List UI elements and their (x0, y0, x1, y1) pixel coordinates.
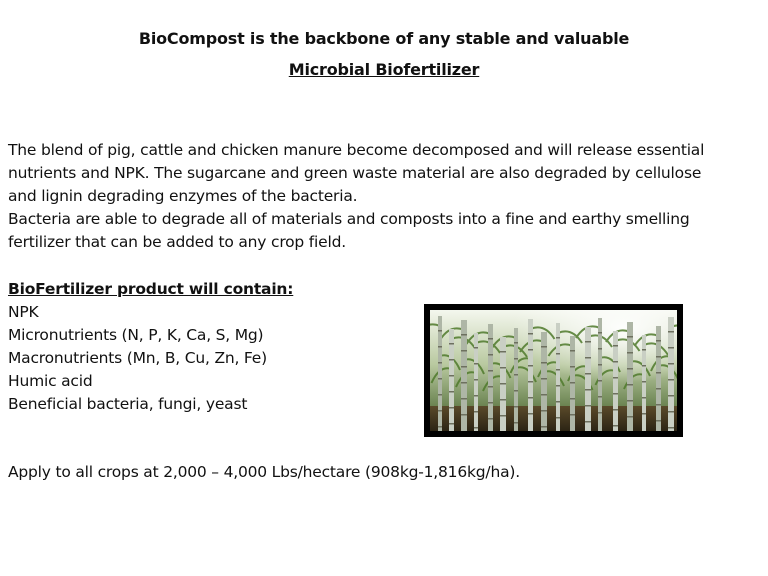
product-contents-list (8, 278, 293, 416)
list-item: NPK (8, 303, 39, 321)
paragraph-2-line: Bacteria are able to degrade all of materials and composts into a fine and earthy smelling (8, 210, 690, 228)
paragraph-2 (8, 208, 748, 254)
paragraph-2-line: fertilizer that can be added to any crop field. (8, 233, 346, 251)
sugarcane-field-photo (430, 310, 677, 431)
list-item: Humic acid (8, 372, 93, 390)
paragraph-1-line: and lignin degrading enzymes of the bacteria. (8, 187, 358, 205)
list-item: Micronutrients (N, P, K, Ca, S, Mg) (8, 326, 264, 344)
title-line-2: Microbial Biofertilizer (288, 60, 480, 79)
paragraph-1-line: The blend of pig, cattle and chicken manure become decomposed and will release essential (8, 141, 705, 159)
application-rate-text: Apply to all crops at 2,000 – 4,000 Lbs/hectare (908kg-1,816kg/ha). (8, 463, 520, 481)
title-line-1: BioCompost is the backbone of any stable and valuable (138, 29, 630, 48)
list-item: Macronutrients (Mn, B, Cu, Zn, Fe) (8, 349, 267, 367)
sugarcane-photo-frame (424, 304, 683, 437)
paragraph-1-line: nutrients and NPK. The sugarcane and green waste material are also degraded by cellulose (8, 164, 702, 182)
paragraph-1 (8, 139, 748, 208)
list-item: Beneficial bacteria, fungi, yeast (8, 395, 248, 413)
product-heading: BioFertilizer product will contain: (8, 280, 294, 298)
